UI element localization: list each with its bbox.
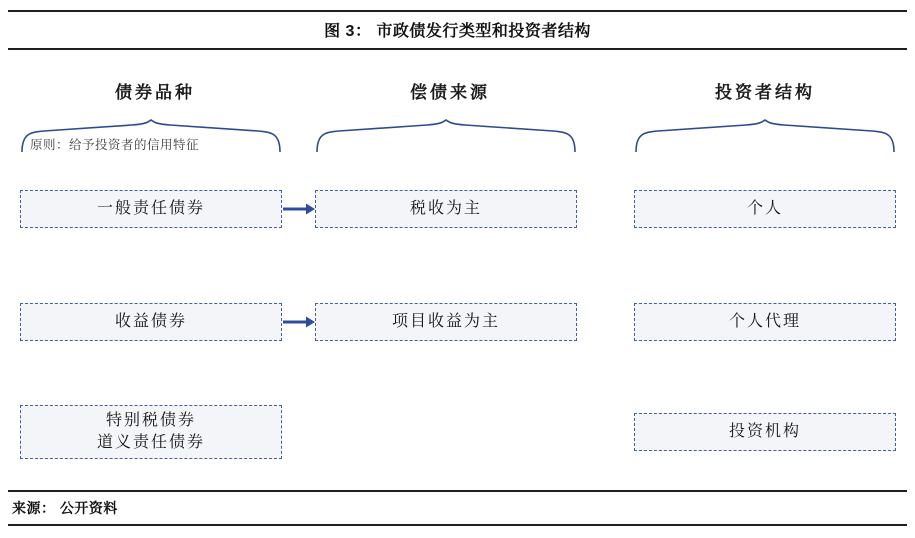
brace-investor-structure xyxy=(634,118,896,159)
page-title: 图 3： 市政债发行类型和投资者结构 xyxy=(324,23,591,40)
source-rule-top xyxy=(8,490,907,492)
box-bond-type-special-line2: 道义责任债券 xyxy=(96,434,205,451)
box-repayment-tax[interactable]: 税收为主 xyxy=(315,190,577,228)
column-header-investor-structure: 投资者结构 xyxy=(715,83,815,102)
box-investor-institution[interactable]: 投资机构 xyxy=(634,413,896,451)
title-rule-bottom xyxy=(8,48,907,50)
box-bond-type-general-obligation[interactable]: 一般责任债券 xyxy=(20,190,282,228)
column-header-repayment-source: 偿债来源 xyxy=(410,83,490,102)
brace-repayment-source xyxy=(315,118,577,159)
arrow-right-icon-2 xyxy=(283,315,315,329)
box-investor-individual[interactable]: 个人 xyxy=(634,190,896,228)
column-header-bond-type: 债券品种 xyxy=(115,83,195,102)
box-bond-type-revenue[interactable]: 收益债券 xyxy=(20,303,282,341)
box-repayment-project-revenue[interactable]: 项目收益为主 xyxy=(315,303,577,341)
box-bond-type-special-line1: 特别税债券 xyxy=(105,412,196,430)
title-rule-top xyxy=(8,10,907,12)
box-bond-type-special-moral[interactable] xyxy=(20,405,282,459)
source-label: 来源： 公开资料 xyxy=(12,500,118,516)
principle-note: 原则：给予投资者的信用特征 xyxy=(30,138,200,152)
arrow-right-icon-1 xyxy=(283,202,315,216)
source-rule-bottom xyxy=(8,524,907,526)
box-investor-individual-agent[interactable]: 个人代理 xyxy=(634,303,896,341)
